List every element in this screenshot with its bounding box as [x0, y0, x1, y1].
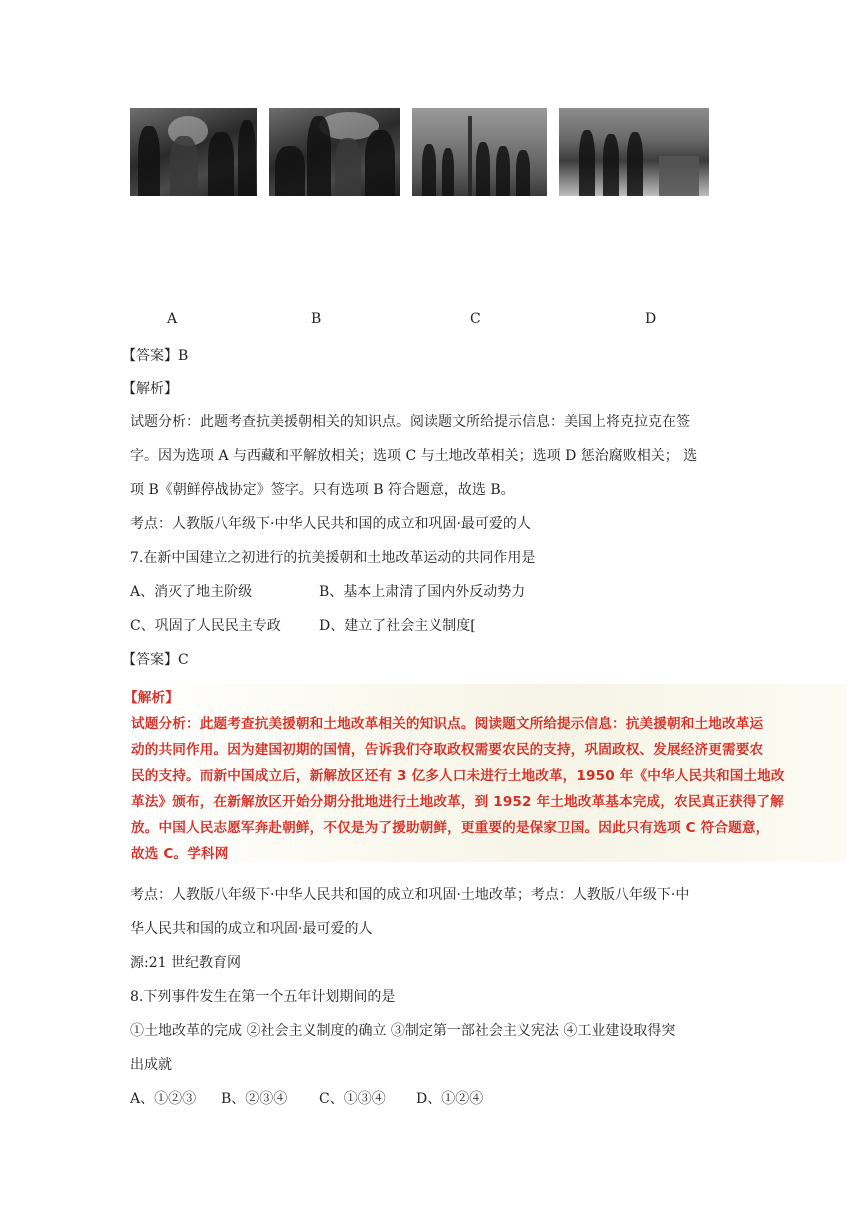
q6-answer: 【答案】B [122, 348, 189, 364]
q6-analysis-line: 试题分析：此题考查抗美援朝相关的知识点。阅读题文所给提示信息：美国上将克拉克在签 [130, 414, 690, 430]
q7-option-a: A、消灭了地主阶级 [130, 584, 253, 600]
q8-option-b: B、②③④ [221, 1091, 288, 1107]
q7-analysis-line: 故选 C。学科网 [131, 846, 229, 862]
q7-option-c: C、巩固了人民民主专政 [130, 618, 281, 634]
photo-b [269, 108, 400, 196]
q8-items-line: ①土地改革的完成 ②社会主义制度的确立 ③制定第一部社会主义宪法 ④工业建设取得突 [130, 1023, 676, 1039]
q8-option-c: C、①③④ [319, 1091, 386, 1107]
q7-analysis-title: 【解析】 [124, 690, 179, 706]
q7-stem: 7.在新中国建立之初进行的抗美援朝和土地改革运动的共同作用是 [130, 550, 536, 566]
q7-option-b: B、基本上肃清了国内外反动势力 [319, 584, 526, 600]
q8-items-line: 出成就 [130, 1057, 172, 1073]
q7-kaodian-line: 考点：人教版八年级下·中华人民共和国的成立和巩固·土地改革；考点：人教版八年级下·中 [130, 887, 690, 903]
option-a-label: A [167, 311, 178, 327]
q7-kaodian-line: 华人民共和国的成立和巩固·最可爱的人 [130, 921, 373, 937]
photo-a [130, 108, 257, 196]
q6-kaodian: 考点：人教版八年级下·中华人民共和国的成立和巩固·最可爱的人 [130, 516, 531, 532]
q8-stem: 8.下列事件发生在第一个五年计划期间的是 [130, 989, 396, 1005]
q8-option-a: A、①②③ [130, 1091, 197, 1107]
q6-analysis-line: 字。因为选项 A 与西藏和平解放相关；选项 C 与土地改革相关；选项 D 惩治腐败相关； 选 [130, 448, 698, 464]
q7-analysis-line: 民的支持。而新中国成立后，新解放区还有 3 亿多人口未进行土地改革，1950 年《中华人民共和国土地改 [131, 768, 785, 784]
q6-analysis-line: 项 B《朝鲜停战协定》签字。只有选项 B 符合题意，故选 B。 [130, 482, 515, 498]
photo-d [559, 108, 709, 196]
q7-answer: 【答案】C [122, 652, 189, 668]
q7-analysis-line: 试题分析：此题考查抗美援朝和土地改革相关的知识点。阅读题文所给提示信息：抗美援朝和土地改革运 [131, 716, 764, 732]
q7-analysis-line: 革法》颁布，在新解放区开始分期分批地进行土地改革，到 1952 年土地改革基本完成，农民真正获得了解 [131, 794, 784, 810]
option-d-label: D [645, 311, 657, 327]
option-c-label: C [470, 311, 481, 327]
q7-analysis-line: 放。中国人民志愿军奔赴朝鲜，不仅是为了援助朝鲜，更重要的是保家卫国。因此只有选项 C 符合题意， [131, 820, 770, 836]
q6-analysis-title: 【解析】 [122, 381, 178, 397]
photo-c [412, 108, 547, 196]
q7-source: 源:21 世纪教育网 [130, 955, 241, 971]
option-b-label: B [311, 311, 322, 327]
q7-option-d: D、建立了社会主义制度[ [319, 618, 476, 634]
q7-analysis-line: 动的共同作用。因为建国初期的国情，告诉我们夺取政权需要农民的支持，巩固政权、发展经济更需要农 [131, 742, 764, 758]
q8-option-d: D、①②④ [416, 1091, 484, 1107]
